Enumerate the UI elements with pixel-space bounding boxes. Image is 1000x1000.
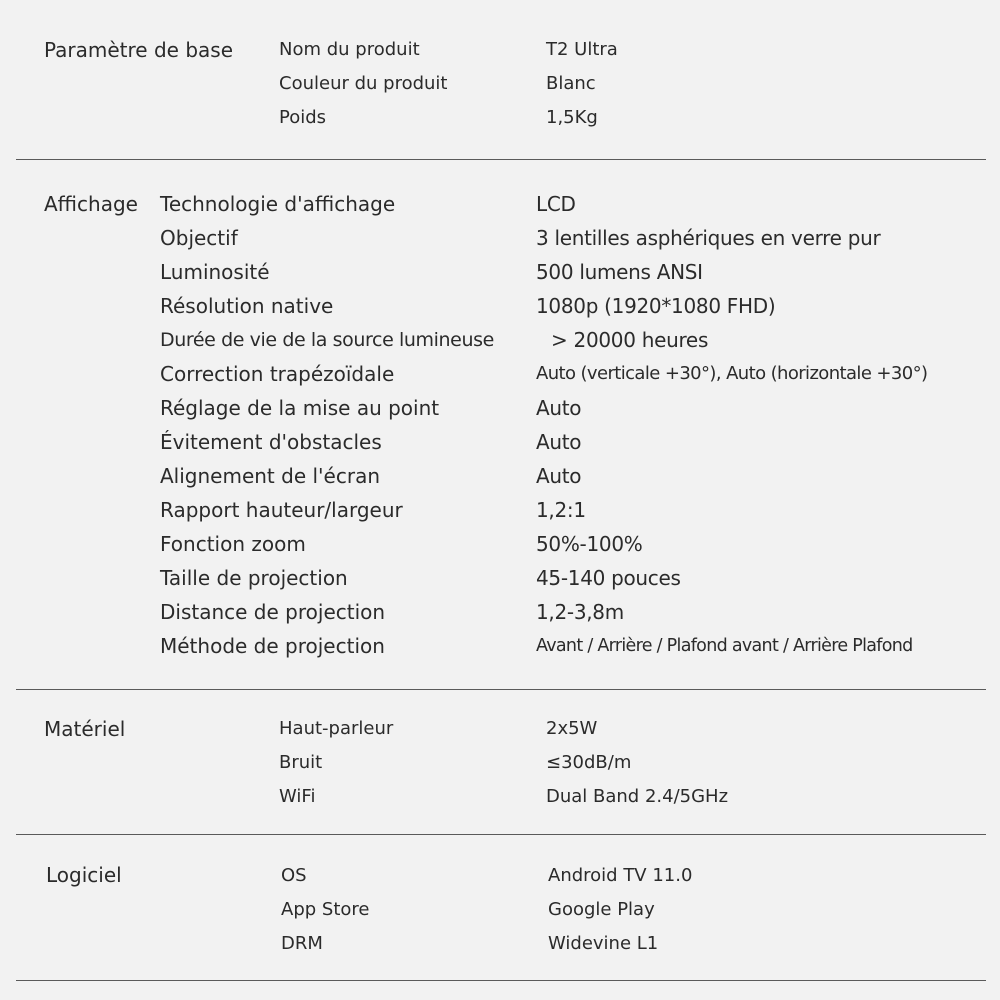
spec-label: Objectif (160, 226, 238, 250)
section-divider (16, 689, 986, 690)
spec-value: Blanc (546, 73, 596, 94)
spec-row (0, 463, 1000, 497)
spec-row (0, 191, 1000, 225)
spec-label: Haut-parleur (279, 718, 394, 739)
spec-label: OS (281, 865, 307, 886)
spec-label: Fonction zoom (160, 532, 306, 556)
section-divider (16, 980, 986, 981)
spec-label: Rapport hauteur/largeur (160, 498, 403, 522)
spec-row (0, 565, 1000, 599)
spec-label: Taille de projection (160, 566, 348, 590)
spec-label: Méthode de projection (160, 634, 385, 658)
spec-value: Android TV 11.0 (548, 865, 693, 886)
spec-value: > 20000 heures (551, 328, 709, 352)
spec-label: Durée de vie de la source lumineuse (160, 329, 494, 351)
spec-row (0, 864, 1000, 898)
spec-value: Auto (536, 464, 582, 488)
spec-label: App Store (281, 899, 370, 920)
spec-row (0, 932, 1000, 966)
spec-row (0, 72, 1000, 106)
section-divider (16, 834, 986, 835)
spec-label: DRM (281, 933, 323, 954)
section-title: Paramètre de base (44, 38, 234, 62)
spec-value: 1080p (1920*1080 FHD) (536, 294, 776, 318)
spec-label: Alignement de l'écran (160, 464, 380, 488)
spec-label: Nom du produit (279, 39, 420, 60)
spec-row (0, 633, 1000, 667)
spec-value: Auto (536, 396, 582, 420)
spec-value: 2x5W (546, 718, 598, 739)
spec-value: 1,5Kg (546, 107, 598, 128)
spec-row (0, 225, 1000, 259)
spec-row (0, 531, 1000, 565)
spec-label: Couleur du produit (279, 73, 448, 94)
spec-row (0, 751, 1000, 785)
spec-label: WiFi (279, 786, 316, 807)
spec-value: Google Play (548, 899, 655, 920)
spec-label: Technologie d'affichage (160, 192, 396, 216)
spec-label: Luminosité (160, 260, 270, 284)
spec-row (0, 38, 1000, 72)
spec-row (0, 293, 1000, 327)
spec-value: T2 Ultra (546, 39, 618, 60)
spec-row (0, 259, 1000, 293)
spec-row (0, 395, 1000, 429)
spec-label: Poids (279, 107, 327, 128)
spec-label: Bruit (279, 752, 323, 773)
spec-label: Distance de projection (160, 600, 386, 624)
spec-value: Widevine L1 (548, 933, 659, 954)
section-title: Affichage (44, 192, 138, 216)
section-title: Logiciel (46, 863, 122, 887)
spec-value: 500 lumens ANSI (536, 260, 703, 284)
spec-row (0, 106, 1000, 140)
spec-value: Dual Band 2.4/5GHz (546, 786, 729, 807)
spec-value: Auto (verticale +30°), Auto (horizontale +30°) (536, 363, 928, 384)
spec-label: Résolution native (160, 294, 334, 318)
spec-label: Réglage de la mise au point (160, 396, 440, 420)
spec-row (0, 497, 1000, 531)
spec-value: 45-140 pouces (536, 566, 681, 590)
spec-value: 1,2-3,8m (536, 600, 624, 624)
spec-value: 1,2:1 (536, 498, 586, 522)
spec-label: Correction trapézoïdale (160, 362, 395, 386)
spec-row (0, 599, 1000, 633)
spec-row (0, 717, 1000, 751)
spec-value: ≤30dB/m (546, 752, 632, 773)
spec-row (0, 898, 1000, 932)
spec-value: 50%-100% (536, 532, 643, 556)
spec-row (0, 785, 1000, 819)
spec-value: Avant / Arrière / Plafond avant / Arrière Plafond (536, 636, 913, 656)
spec-value: 3 lentilles asphériques en verre pur (536, 226, 881, 250)
section-title: Matériel (44, 717, 126, 741)
spec-row (0, 361, 1000, 395)
spec-value: Auto (536, 430, 582, 454)
spec-row (0, 429, 1000, 463)
spec-label: Évitement d'obstacles (160, 430, 382, 454)
section-divider (16, 159, 986, 160)
spec-value: LCD (536, 192, 576, 216)
spec-row (0, 327, 1000, 361)
